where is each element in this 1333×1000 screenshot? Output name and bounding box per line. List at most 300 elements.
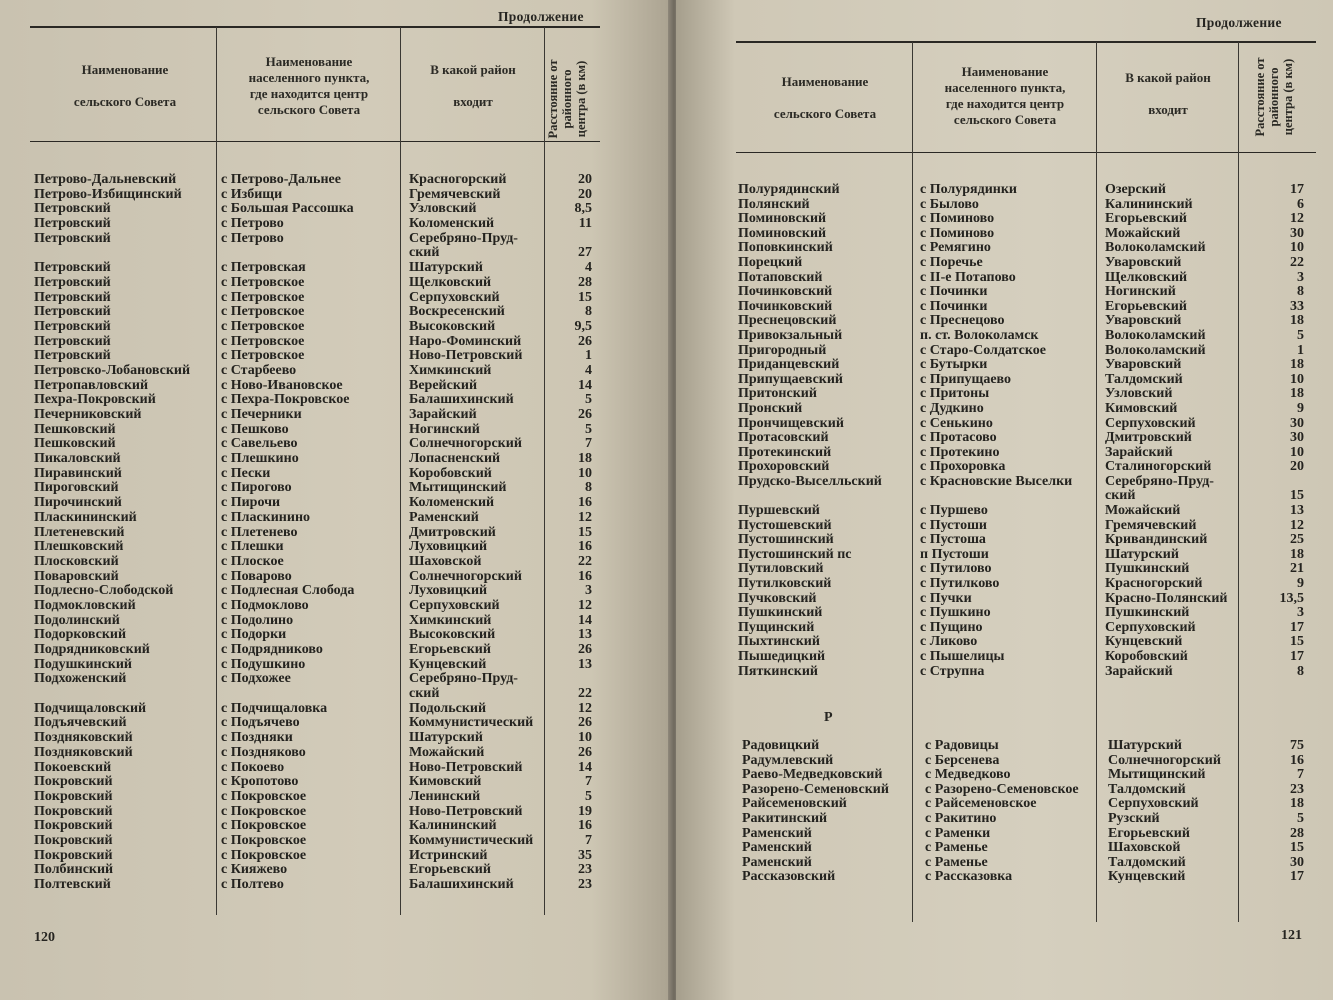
distance-cell: 22 — [578, 553, 592, 569]
district-cell: Калининский — [409, 818, 497, 834]
district-cell: Солнечногорский — [409, 568, 522, 584]
distance-cell: 18 — [1290, 357, 1304, 373]
center-cell: с Раменье — [925, 854, 988, 870]
council-cell: Пронский — [738, 400, 803, 416]
center-cell: с Покровское — [221, 847, 307, 863]
council-cell: Петрово-Избищинский — [34, 186, 182, 202]
table-row — [676, 343, 1333, 358]
table-row — [0, 818, 672, 833]
table-row — [0, 319, 672, 334]
council-cell: Петровский — [34, 274, 111, 290]
council-cell: Пиравинский — [34, 465, 122, 481]
council-cell: Пласкининский — [34, 509, 137, 525]
table-row — [0, 701, 672, 716]
table-row — [676, 197, 1333, 212]
table-row — [676, 796, 1333, 811]
council-cell: Протасовский — [738, 430, 829, 446]
district-cell: Егорьевский — [409, 642, 491, 657]
center-cell: с Поздняки — [221, 730, 293, 746]
table-row — [676, 767, 1333, 782]
district-cell: Солнечногорский — [409, 436, 522, 452]
table-row — [676, 826, 1333, 841]
center-cell: с Большая Рассошка — [221, 201, 354, 217]
district-cell: ский — [1105, 488, 1136, 504]
table-row — [676, 532, 1333, 547]
table-row — [0, 451, 672, 466]
center-cell: с Прохоровка — [920, 459, 1006, 475]
center-cell: с Поминово — [920, 225, 995, 241]
right-table-body-r — [676, 738, 1333, 884]
center-cell: с Полтево — [221, 877, 284, 892]
table-row — [0, 539, 672, 554]
table-row — [0, 715, 672, 730]
district-cell: Шатурский — [1108, 738, 1182, 753]
district-cell: Калининский — [1105, 196, 1193, 212]
table-row — [0, 466, 672, 481]
table-row — [0, 627, 672, 642]
table-row — [676, 503, 1333, 518]
distance-cell: 22 — [578, 686, 592, 702]
distance-cell: 23 — [578, 877, 592, 892]
council-cell: Плешковский — [34, 539, 124, 555]
council-cell: Припущаевский — [738, 371, 843, 387]
table-row — [0, 804, 672, 819]
district-cell: Рузский — [1108, 810, 1160, 826]
council-cell: Рассказовский — [742, 869, 836, 885]
distance-cell: 20 — [578, 186, 592, 202]
table-row — [676, 459, 1333, 474]
center-cell: с Петровская — [221, 260, 306, 276]
center-cell: с Ракитино — [925, 810, 997, 826]
center-cell: с Савельево — [221, 436, 298, 452]
district-cell: Шатурский — [409, 260, 483, 276]
district-cell: Сталиногорский — [1105, 459, 1212, 475]
council-cell: Путиловский — [738, 561, 824, 577]
distance-cell: 14 — [578, 612, 592, 628]
council-cell: Прончищевский — [738, 415, 844, 431]
center-cell: с Струпна — [920, 663, 985, 679]
center-cell: с Починки — [920, 284, 988, 300]
council-cell: Покровский — [34, 818, 113, 834]
center-cell: с Петрово — [221, 216, 284, 232]
table-row — [0, 304, 672, 319]
table-row — [676, 284, 1333, 299]
table-row — [0, 436, 672, 451]
distance-cell: 15 — [1290, 634, 1304, 650]
table-row — [676, 270, 1333, 285]
distance-cell: 20 — [1290, 459, 1304, 475]
table-row — [0, 877, 672, 892]
district-cell: Мытищинский — [409, 480, 507, 496]
center-cell: с Подорки — [221, 627, 287, 643]
council-cell: Пышедицкий — [738, 649, 826, 664]
council-cell: Починковский — [738, 284, 833, 300]
council-cell: Петровский — [34, 318, 111, 334]
council-cell: Полтевский — [34, 877, 111, 892]
table-row — [0, 187, 672, 202]
district-cell: Можайский — [1105, 225, 1181, 241]
distance-cell: 6 — [1297, 196, 1304, 212]
table-row — [676, 547, 1333, 562]
table-row — [0, 789, 672, 804]
council-cell: Поминовский — [738, 225, 827, 241]
table-row — [676, 591, 1333, 606]
district-cell: Уваровский — [1105, 357, 1182, 373]
district-cell: Шаховской — [1108, 840, 1181, 856]
council-cell: Пехра-Покровский — [34, 392, 156, 408]
district-cell: Кимовский — [1105, 400, 1178, 416]
council-cell: Петрово-Дальневский — [34, 172, 177, 187]
distance-cell: 30 — [1290, 415, 1304, 431]
distance-cell: 10 — [578, 730, 592, 746]
district-cell: Гремячевский — [409, 186, 501, 202]
header-top-rule — [30, 26, 600, 28]
header-council-name: Наименование сельского Совета — [773, 74, 877, 121]
table-row — [676, 753, 1333, 768]
council-cell: Подъячевский — [34, 715, 127, 731]
distance-cell: 11 — [578, 216, 592, 232]
center-cell: с Путилково — [920, 576, 1000, 592]
council-cell: Прудско-Выселльский — [738, 473, 882, 489]
center-cell: с Поварово — [221, 568, 292, 584]
council-cell: Полбинский — [34, 862, 114, 878]
table-row — [0, 730, 672, 745]
distance-cell: 18 — [1290, 796, 1304, 812]
center-cell: с Петровское — [221, 333, 305, 349]
distance-cell: 33 — [1290, 298, 1304, 314]
center-cell: с Поздняково — [221, 744, 306, 760]
council-cell: Пяткинский — [738, 663, 818, 679]
district-cell: Солнечногорский — [1108, 752, 1221, 768]
center-cell: с Плешки — [221, 539, 284, 555]
distance-cell: 21 — [1290, 561, 1304, 577]
council-cell: Прохоровский — [738, 459, 830, 475]
distance-cell: 25 — [1290, 532, 1304, 548]
table-row — [676, 782, 1333, 797]
council-cell: Покоевский — [34, 759, 112, 775]
distance-cell: 18 — [578, 451, 592, 467]
distance-cell: 7 — [1297, 767, 1304, 783]
district-cell: Коммунистический — [409, 715, 534, 731]
council-cell: Подушкинский — [34, 656, 132, 672]
distance-cell: 4 — [585, 260, 592, 276]
council-cell: Петровский — [34, 333, 111, 349]
district-cell: Красно-Полянский — [1105, 590, 1228, 606]
distance-cell: 17 — [1290, 182, 1304, 197]
council-cell: Поповкинский — [738, 240, 833, 256]
center-cell: с Подлесная Слобода — [221, 583, 355, 599]
council-cell: Петровский — [34, 260, 111, 276]
table-row — [676, 738, 1333, 753]
distance-cell: 8 — [585, 480, 592, 496]
distance-cell: 9 — [1297, 400, 1304, 416]
council-cell: Поминовский — [738, 211, 827, 227]
council-cell: Пушкинский — [738, 605, 823, 621]
table-row — [0, 642, 672, 657]
district-cell: Талдомский — [1108, 781, 1186, 797]
council-cell: Ракитинский — [742, 810, 828, 826]
table-row — [676, 518, 1333, 533]
center-cell: с Сенькино — [920, 415, 993, 431]
table-row — [0, 422, 672, 437]
distance-cell: 10 — [1290, 371, 1304, 387]
center-cell: с Старо-Солдатское — [920, 342, 1046, 358]
distance-cell: 75 — [1290, 738, 1304, 753]
table-row — [676, 255, 1333, 270]
table-row — [676, 445, 1333, 460]
district-cell: Волоколамский — [1105, 240, 1206, 256]
district-cell: Ленинский — [409, 788, 481, 804]
district-cell: Егорьевский — [1108, 825, 1190, 841]
council-cell: Пешковский — [34, 421, 116, 437]
district-cell: Красногорский — [1105, 576, 1203, 592]
district-cell: Шатурский — [409, 730, 483, 746]
district-cell: Дмитровский — [1105, 430, 1192, 446]
center-cell: с Плоское — [221, 553, 284, 569]
distance-cell: 1 — [1297, 342, 1304, 358]
council-cell: Пучковский — [738, 590, 817, 606]
council-cell: Потаповский — [738, 269, 823, 285]
center-cell: с Подрядниково — [221, 642, 323, 657]
council-cell: Радумлевский — [742, 752, 834, 768]
distance-cell: 5 — [585, 421, 592, 437]
center-cell: с Преснецово — [920, 313, 1005, 329]
council-cell: Пыхтинский — [738, 634, 820, 650]
distance-cell: 14 — [578, 377, 592, 393]
district-cell: Подольский — [409, 700, 487, 716]
district-cell: Можайский — [1105, 503, 1181, 519]
table-row — [676, 240, 1333, 255]
header-district: В какой район входит — [1125, 70, 1211, 117]
page-number: 121 — [1281, 928, 1302, 943]
center-cell: с Пески — [221, 465, 271, 481]
table-row — [0, 231, 672, 246]
distance-cell: 10 — [1290, 444, 1304, 460]
center-cell: с Петровское — [221, 289, 305, 305]
table-row — [676, 649, 1333, 664]
header-top-rule — [736, 41, 1316, 43]
council-cell: Разорено-Семеновский — [742, 781, 889, 797]
header-council-name: Наименование сельского Совета — [73, 62, 177, 109]
center-cell: п Пустоши — [920, 546, 989, 562]
center-cell: с Пешково — [221, 421, 289, 437]
district-cell: Уваровский — [1105, 313, 1182, 329]
center-cell: с Пустоша — [920, 532, 986, 548]
council-cell: Покровский — [34, 788, 113, 804]
council-cell: Пирочинский — [34, 495, 122, 511]
council-cell: Пироговский — [34, 480, 119, 496]
center-cell: с Покоево — [221, 759, 285, 775]
district-cell: Мытищинский — [1108, 767, 1206, 783]
council-cell: Раево-Медведковский — [742, 767, 883, 783]
distance-cell: 18 — [1290, 386, 1304, 402]
district-cell: Дмитровский — [409, 524, 496, 540]
center-cell: с Притоны — [920, 386, 990, 402]
table-row — [0, 657, 672, 672]
district-cell: Серебряно-Пруд- — [409, 671, 518, 687]
table-row — [676, 620, 1333, 635]
header-bottom-rule — [736, 152, 1316, 153]
district-cell: Высоковский — [409, 627, 496, 643]
council-cell: Пущинский — [738, 619, 815, 635]
distance-cell: 16 — [578, 568, 592, 584]
council-cell: Пригородный — [738, 342, 827, 358]
table-row — [676, 664, 1333, 679]
district-cell: Серпуховский — [1105, 415, 1196, 431]
district-cell: Зарайский — [1105, 444, 1173, 460]
table-row — [0, 378, 672, 393]
table-row — [676, 416, 1333, 431]
district-cell: Наро-Фоминский — [409, 333, 522, 349]
center-cell: с Бутырки — [920, 357, 988, 373]
district-cell: Воскресенский — [409, 304, 505, 320]
council-cell: Петровско-Лобановский — [34, 362, 191, 378]
table-row — [0, 392, 672, 407]
center-cell: с Покровское — [221, 818, 307, 834]
district-cell: Егорьевский — [1105, 298, 1187, 314]
center-cell: с Путилово — [920, 561, 992, 577]
center-cell: с Избищи — [221, 186, 283, 202]
council-cell: Поздняковский — [34, 744, 133, 760]
distance-cell: 9 — [1297, 576, 1304, 592]
center-cell: с Поминово — [920, 211, 995, 227]
council-cell: Петровский — [34, 289, 111, 305]
center-cell: с Полурядинки — [920, 182, 1017, 197]
distance-cell: 3 — [585, 583, 592, 599]
header-bottom-rule — [30, 141, 600, 142]
header-center-name: Наименование населенного пункта, где находится центр сельского Совета — [248, 54, 370, 117]
table-row — [676, 357, 1333, 372]
center-cell: с Былово — [920, 196, 979, 212]
district-cell: Пушкинский — [1105, 605, 1190, 621]
district-cell: Волоколамский — [1105, 342, 1206, 358]
table-row — [676, 488, 1333, 503]
table-row — [676, 811, 1333, 826]
left-table-body — [0, 172, 672, 892]
distance-cell: 3 — [1297, 605, 1304, 621]
center-cell: с Починки — [920, 298, 988, 314]
council-cell: Пуршевский — [738, 503, 820, 519]
distance-cell: 20 — [578, 172, 592, 187]
table-row — [676, 869, 1333, 884]
center-cell: с Поречье — [920, 254, 983, 270]
table-row — [0, 833, 672, 848]
center-cell: с II-е Потапово — [920, 269, 1016, 285]
district-cell: Истринский — [409, 847, 488, 863]
center-cell: с Подъячево — [221, 715, 300, 731]
center-cell: с Покровское — [221, 832, 307, 848]
distance-cell: 30 — [1290, 225, 1304, 241]
center-cell: с Пустоши — [920, 517, 987, 533]
center-cell: с Пирогово — [221, 480, 292, 496]
council-cell: Порецкий — [738, 254, 803, 270]
district-cell: Шатурский — [1105, 546, 1179, 562]
center-cell: с Красновские Выселки — [920, 473, 1073, 489]
council-cell: Протекинский — [738, 444, 832, 460]
distance-cell: 16 — [578, 495, 592, 511]
table-row — [0, 569, 672, 584]
table-row — [676, 474, 1333, 489]
section-letter: Р — [824, 710, 833, 725]
distance-cell: 17 — [1290, 869, 1304, 885]
distance-cell: 7 — [585, 774, 592, 790]
center-cell: с Печерники — [221, 407, 302, 422]
council-cell: Поваровский — [34, 568, 119, 584]
distance-cell: 26 — [578, 715, 592, 731]
district-cell: Лопасненский — [409, 451, 501, 467]
distance-cell: 5 — [1297, 810, 1304, 826]
distance-cell: 23 — [578, 862, 592, 878]
center-cell: с Петровское — [221, 318, 305, 334]
council-cell: Пустошинский — [738, 532, 834, 548]
table-row — [0, 363, 672, 378]
center-cell: с Петрово-Дальнее — [221, 172, 341, 187]
table-row — [676, 605, 1333, 620]
district-cell: Серпуховский — [1108, 796, 1199, 812]
council-cell: Раменский — [742, 854, 812, 870]
district-cell: Ногинский — [1105, 284, 1176, 300]
center-cell: с Кропотово — [221, 774, 299, 790]
header-district: В какой район входит — [430, 62, 516, 109]
table-row — [0, 260, 672, 275]
district-cell: Балашихинский — [409, 877, 514, 892]
council-cell: Полурядинский — [738, 182, 840, 197]
district-cell: Ногинский — [409, 421, 480, 437]
center-cell: с Петрово — [221, 230, 284, 246]
distance-cell: 30 — [1290, 854, 1304, 870]
district-cell: Егорьевский — [1105, 211, 1187, 227]
council-cell: Покровский — [34, 847, 113, 863]
right-table-body — [676, 182, 1333, 678]
center-cell: с Райсеменовское — [925, 796, 1037, 812]
district-cell: Зарайский — [409, 407, 477, 422]
continuation-label: Продолжение — [1196, 15, 1282, 30]
distance-cell: 18 — [1290, 546, 1304, 562]
table-row — [676, 211, 1333, 226]
center-cell: с Припущаево — [920, 371, 1012, 387]
council-cell: Печерниковский — [34, 407, 142, 422]
table-row — [0, 598, 672, 613]
table-row — [676, 634, 1333, 649]
district-cell: Ново-Петровский — [409, 803, 523, 819]
district-cell: Химкинский — [409, 612, 492, 628]
center-cell: с Дудкино — [920, 400, 984, 416]
table-row — [0, 495, 672, 510]
center-cell: с Плетенево — [221, 524, 298, 540]
table-row — [0, 760, 672, 775]
council-cell: Петропавловский — [34, 377, 149, 393]
table-row — [676, 328, 1333, 343]
distance-cell: 12 — [578, 700, 592, 716]
district-cell: Кунцевский — [1108, 869, 1186, 885]
center-cell: с Берсенева — [925, 752, 1000, 768]
district-cell: Серебряно-Пруд- — [1105, 473, 1214, 489]
distance-cell: 10 — [1290, 240, 1304, 256]
continuation-label: Продолжение — [498, 9, 584, 24]
table-row — [0, 745, 672, 760]
table-row — [0, 245, 672, 260]
council-cell: Покровский — [34, 803, 113, 819]
table-row — [676, 561, 1333, 576]
district-cell: Раменский — [409, 509, 479, 525]
center-cell: с Ремягино — [920, 240, 991, 256]
table-row — [0, 290, 672, 305]
council-cell: Петровский — [34, 216, 111, 232]
center-cell: с Подхожее — [221, 671, 291, 687]
district-cell: Зарайский — [1105, 663, 1173, 679]
distance-cell: 7 — [585, 832, 592, 848]
center-cell: с Протасово — [920, 430, 997, 446]
